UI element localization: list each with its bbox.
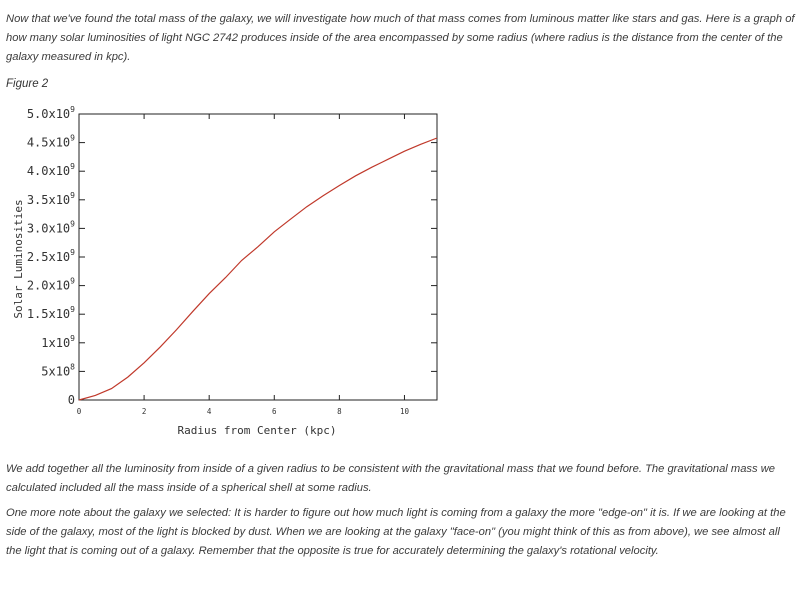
y-tick-label-base: 4.0x10: [26, 164, 71, 179]
explanation-paragraph: We add together all the luminosity from inside of a given radius to be consistent with the gravitational mass that we found before. The gravitational mass we calculated included all the mass inside of a spherical shell at some radius.: [6, 463, 776, 494]
y-tick-label: [27, 219, 75, 235]
y-tick-label-base: 5.0x10: [26, 107, 71, 121]
y-tick-label-base: 1x10: [41, 335, 71, 350]
y-tick-label: [41, 334, 75, 350]
y-tick-label: [41, 362, 75, 378]
plot-frame: [79, 114, 437, 400]
y-tick-label-base: 3.5x10: [26, 192, 71, 207]
y-tick-label-exponent: 9: [70, 190, 75, 200]
y-tick-label-exponent: 9: [70, 162, 75, 172]
y-tick-label-base: 0: [67, 393, 75, 407]
y-tick-label-exponent: 9: [70, 333, 75, 343]
luminosity-chart: [0, 100, 460, 445]
y-tick-label-exponent: 9: [70, 276, 75, 286]
y-tick-label-base: 2.5x10: [26, 250, 71, 264]
x-tick-label: 0: [76, 407, 82, 416]
y-tick-label: [27, 191, 75, 207]
x-tick-label: 10: [399, 407, 409, 416]
x-tick-label: 2: [141, 407, 147, 416]
y-tick-label-base: 4.5x10: [26, 135, 71, 150]
y-tick-label-base: 2.0x10: [26, 278, 71, 293]
y-tick-label-exponent: 9: [70, 305, 75, 315]
x-tick-label: 4: [206, 407, 212, 416]
y-tick-label-exponent: 9: [70, 219, 75, 229]
y-tick-label-exponent: 9: [70, 105, 75, 114]
y-tick-label: [27, 305, 75, 321]
note-paragraph: One more note about the galaxy we selected: It is harder to figure out how much light is coming from a galaxy the more "edge-on" it is. If we are looking at the side of the galaxy, most of the light is blocked by dust. When we are looking at the galaxy "face-on" (you might think of this as from above), we see almost all the light that is coming out of a galaxy. Remember that the opposite is true for accurately determining the galaxy's rotational velocity.: [6, 507, 786, 557]
y-tick-label: [27, 105, 75, 121]
x-tick-label: 6: [272, 407, 277, 416]
x-axis-title: Radius from Center (kpc): [177, 424, 337, 437]
y-tick-label: [68, 393, 75, 407]
y-tick-label: [27, 277, 75, 293]
y-tick-label: [27, 134, 75, 150]
luminosity-series-line: [79, 138, 437, 400]
figure-label: Figure 2: [6, 78, 49, 90]
y-tick-label-exponent: 8: [70, 362, 75, 372]
y-tick-label-base: 3.0x10: [26, 221, 71, 236]
y-tick-label-exponent: 9: [70, 248, 75, 257]
y-tick-label-exponent: 9: [70, 133, 75, 143]
x-tick-label: 8: [337, 407, 342, 416]
y-tick-label: [27, 248, 75, 264]
y-tick-label-base: 1.5x10: [26, 307, 71, 322]
y-tick-label: [27, 162, 75, 178]
y-axis-title: Solar Luminosities: [12, 199, 25, 319]
intro-paragraph: Now that we've found the total mass of the galaxy, we will investigate how much of that mass comes from luminous matter like stars and gas. Here is a graph of how many solar luminosities of light NGC 2742 produces inside of the area encompassed by some radius (where radius is the distance from the center of the galaxy measured in kpc).: [6, 13, 795, 63]
y-tick-label-base: 5x10: [41, 364, 71, 379]
